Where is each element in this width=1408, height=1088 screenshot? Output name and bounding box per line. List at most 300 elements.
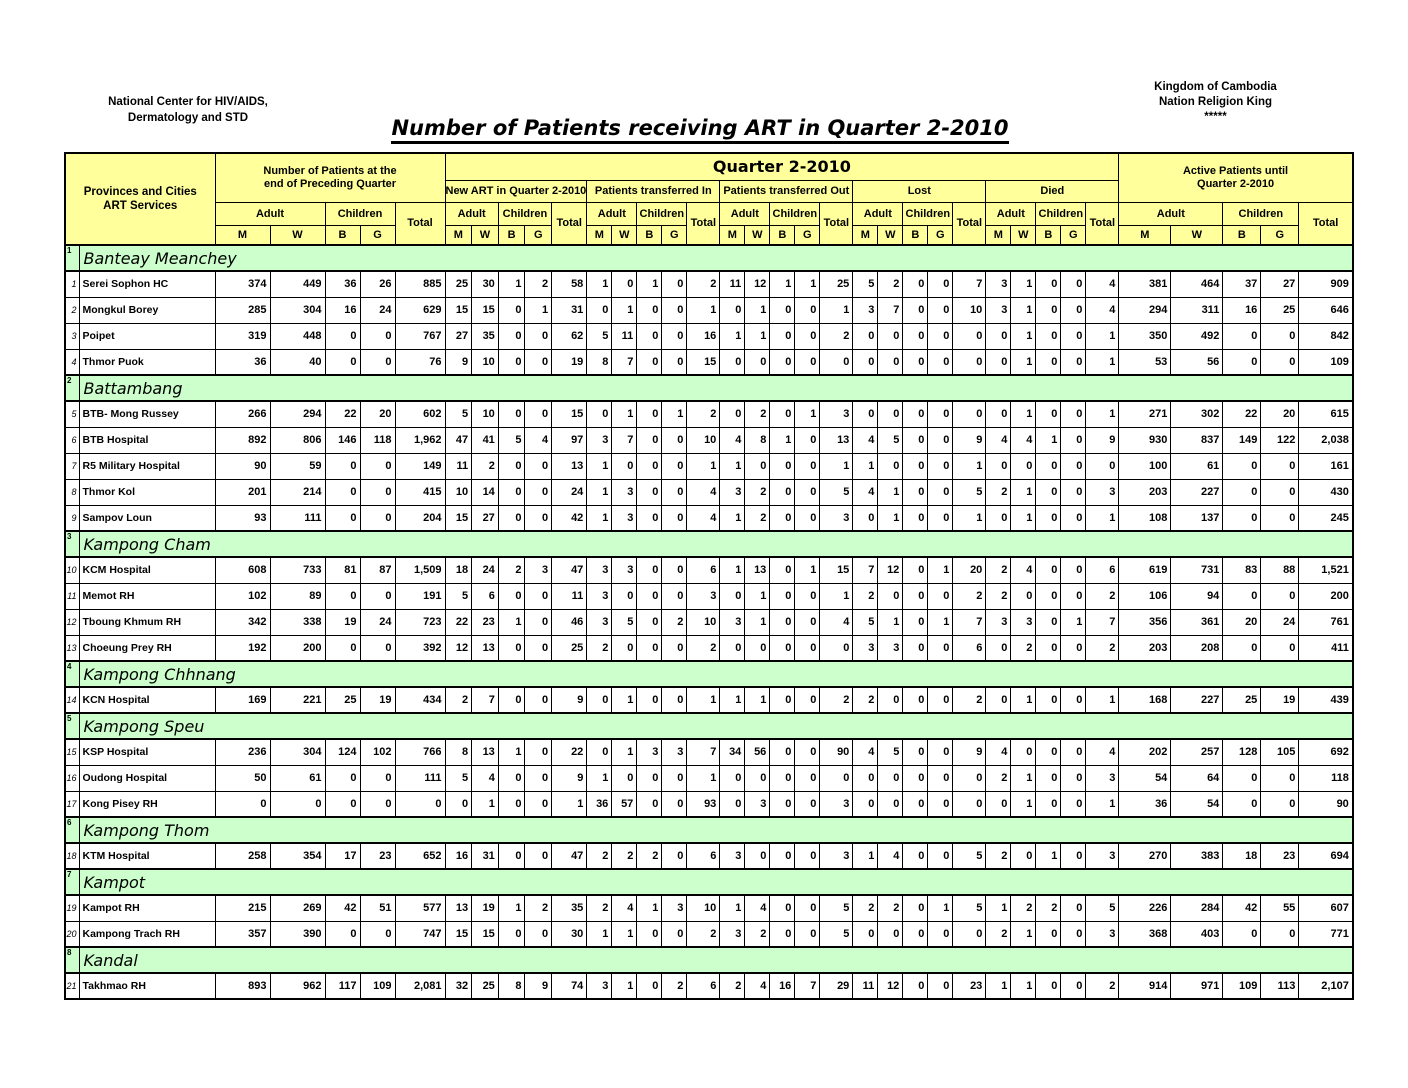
- org-right-line1: Kingdom of Cambodia: [1154, 81, 1277, 93]
- cell-active-b: 20: [1223, 609, 1261, 635]
- cell-pre-w: 40: [270, 349, 325, 375]
- cell-new_art-b: 1: [498, 739, 525, 765]
- cell-pre-g: 24: [360, 297, 395, 323]
- facility-name: Kampong Trach RH: [79, 921, 215, 947]
- subheader-b: B: [770, 225, 795, 245]
- facility-row: [65, 635, 1353, 661]
- cell-died-m: 0: [986, 635, 1011, 661]
- cell-tin-m: 1: [587, 921, 612, 947]
- cell-pre-m: 192: [215, 635, 270, 661]
- cell-new_art-b: 2: [498, 557, 525, 583]
- cell-new_art-total: 42: [552, 505, 587, 531]
- cell-active-g: 0: [1261, 765, 1299, 791]
- cell-tout-g: 0: [795, 479, 820, 505]
- cell-tin-m: 3: [587, 583, 612, 609]
- cell-new_art-w: 41: [472, 427, 499, 453]
- cell-active-m: 54: [1119, 765, 1171, 791]
- cell-tin-b: 0: [637, 349, 662, 375]
- cell-active-m: 270: [1119, 843, 1171, 869]
- cell-died-total: 2: [1086, 635, 1119, 661]
- cell-died-w: 0: [1011, 739, 1036, 765]
- cell-lost-m: 0: [853, 349, 878, 375]
- cell-tout-g: 0: [795, 635, 820, 661]
- cell-tin-m: 1: [587, 453, 612, 479]
- cell-tout-w: 0: [745, 765, 770, 791]
- facility-row: [65, 973, 1353, 999]
- cell-active-b: 0: [1223, 921, 1261, 947]
- cell-tout-b: 0: [770, 557, 795, 583]
- cell-pre-total: 766: [395, 739, 445, 765]
- cell-active-g: 0: [1261, 349, 1299, 375]
- cell-died-g: 0: [1061, 791, 1086, 817]
- cell-lost-m: 1: [853, 843, 878, 869]
- subheader-g: G: [1261, 225, 1299, 245]
- cell-lost-m: 5: [853, 271, 878, 297]
- cell-tout-g: 0: [795, 505, 820, 531]
- cell-pre-w: 89: [270, 583, 325, 609]
- cell-pre-total: 0: [395, 791, 445, 817]
- cell-active-total: 761: [1299, 609, 1353, 635]
- cell-lost-w: 0: [878, 765, 903, 791]
- cell-tout-total: 0: [820, 349, 853, 375]
- cell-pre-m: 236: [215, 739, 270, 765]
- facility-row: [65, 427, 1353, 453]
- facility-row: [65, 453, 1353, 479]
- cell-new_art-b: 0: [498, 401, 525, 427]
- art-report-table: [64, 152, 1354, 1000]
- cell-died-total: 3: [1086, 765, 1119, 791]
- cell-tout-m: 0: [720, 349, 745, 375]
- cell-tin-b: 0: [637, 401, 662, 427]
- cell-tout-w: 1: [745, 583, 770, 609]
- cell-pre-m: 50: [215, 765, 270, 791]
- cell-new_art-g: 0: [525, 739, 552, 765]
- cell-pre-m: 36: [215, 349, 270, 375]
- cell-new_art-m: 22: [445, 609, 472, 635]
- cell-active-w: 54: [1171, 791, 1223, 817]
- cell-tout-g: 0: [795, 427, 820, 453]
- cell-pre-w: 304: [270, 297, 325, 323]
- facility-name: R5 Military Hospital: [79, 453, 215, 479]
- subheader-w: W: [1011, 225, 1036, 245]
- cell-died-m: 2: [986, 557, 1011, 583]
- cell-tout-total: 1: [820, 583, 853, 609]
- province-band: [65, 817, 1353, 843]
- cell-new_art-g: 0: [525, 453, 552, 479]
- facility-index: 13: [65, 635, 79, 661]
- cell-active-w: 227: [1171, 479, 1223, 505]
- cell-died-total: 1: [1086, 505, 1119, 531]
- facility-index: 5: [65, 401, 79, 427]
- province-name: Battambang: [79, 375, 1353, 401]
- facility-row: [65, 505, 1353, 531]
- org-left-line1: National Center for HIV/AIDS,: [108, 96, 268, 108]
- subheader-children: Children: [325, 202, 395, 225]
- cell-tin-total: 1: [687, 687, 720, 713]
- cell-pre-total: 723: [395, 609, 445, 635]
- cell-died-w: 4: [1011, 427, 1036, 453]
- subheader-m: M: [587, 225, 612, 245]
- cell-new_art-b: 0: [498, 297, 525, 323]
- cell-lost-g: 1: [928, 609, 953, 635]
- cell-active-total: 109: [1299, 349, 1353, 375]
- cell-pre-total: 2,081: [395, 973, 445, 999]
- facility-index: 16: [65, 765, 79, 791]
- cell-active-total: 90: [1299, 791, 1353, 817]
- cell-lost-total: 20: [953, 557, 986, 583]
- cell-tout-b: 0: [770, 635, 795, 661]
- subheader-children: Children: [1223, 202, 1299, 225]
- cell-active-total: 118: [1299, 765, 1353, 791]
- cell-tin-b: 3: [637, 739, 662, 765]
- cell-tin-m: 3: [587, 427, 612, 453]
- cell-died-g: 0: [1061, 323, 1086, 349]
- cell-pre-total: 767: [395, 323, 445, 349]
- cell-lost-total: 1: [953, 505, 986, 531]
- cell-tout-g: 0: [795, 609, 820, 635]
- cell-tout-w: 2: [745, 401, 770, 427]
- subheader-b: B: [498, 225, 525, 245]
- cell-died-total: 7: [1086, 609, 1119, 635]
- cell-tin-total: 1: [687, 765, 720, 791]
- province-number: 1: [65, 245, 79, 271]
- cell-active-b: 128: [1223, 739, 1261, 765]
- cell-tout-m: 0: [720, 765, 745, 791]
- facility-index: 3: [65, 323, 79, 349]
- cell-pre-m: 893: [215, 973, 270, 999]
- cell-died-b: 0: [1036, 739, 1061, 765]
- cell-pre-b: 42: [325, 895, 360, 921]
- cell-pre-b: 19: [325, 609, 360, 635]
- cell-pre-w: 304: [270, 739, 325, 765]
- cell-lost-w: 0: [878, 791, 903, 817]
- cell-active-total: 1,521: [1299, 557, 1353, 583]
- cell-lost-w: 0: [878, 401, 903, 427]
- cell-pre-w: 354: [270, 843, 325, 869]
- cell-tin-g: 0: [662, 921, 687, 947]
- cell-active-w: 64: [1171, 765, 1223, 791]
- subheader-m: M: [986, 225, 1011, 245]
- cell-lost-total: 1: [953, 453, 986, 479]
- cell-tout-m: 1: [720, 505, 745, 531]
- cell-died-g: 0: [1061, 583, 1086, 609]
- cell-tout-total: 90: [820, 739, 853, 765]
- cell-active-total: 411: [1299, 635, 1353, 661]
- cell-active-total: 771: [1299, 921, 1353, 947]
- facility-index: 8: [65, 479, 79, 505]
- cell-pre-total: 652: [395, 843, 445, 869]
- cell-active-w: 837: [1171, 427, 1223, 453]
- cell-lost-b: 0: [903, 739, 928, 765]
- cell-lost-total: 7: [953, 271, 986, 297]
- cell-pre-w: 0: [270, 791, 325, 817]
- facility-name: Thmor Kol: [79, 479, 215, 505]
- cell-tin-m: 2: [587, 895, 612, 921]
- cell-pre-b: 0: [325, 765, 360, 791]
- subheader-adult: Adult: [853, 202, 903, 225]
- cell-new_art-total: 46: [552, 609, 587, 635]
- cell-lost-m: 0: [853, 505, 878, 531]
- cell-tin-m: 0: [587, 297, 612, 323]
- cell-died-b: 0: [1036, 505, 1061, 531]
- cell-tout-m: 34: [720, 739, 745, 765]
- cell-died-g: 0: [1061, 843, 1086, 869]
- cell-died-m: 3: [986, 297, 1011, 323]
- cell-new_art-total: 24: [552, 479, 587, 505]
- cell-tin-b: 0: [637, 427, 662, 453]
- cell-pre-w: 733: [270, 557, 325, 583]
- province-band: [65, 869, 1353, 895]
- cell-died-b: 2: [1036, 895, 1061, 921]
- cell-lost-w: 5: [878, 739, 903, 765]
- cell-tout-total: 5: [820, 895, 853, 921]
- facility-name: KCN Hospital: [79, 687, 215, 713]
- cell-new_art-w: 27: [472, 505, 499, 531]
- cell-lost-b: 0: [903, 427, 928, 453]
- cell-tout-m: 1: [720, 557, 745, 583]
- facility-row: [65, 609, 1353, 635]
- cell-new_art-g: 0: [525, 323, 552, 349]
- cell-tin-g: 0: [662, 791, 687, 817]
- cell-died-m: 0: [986, 453, 1011, 479]
- cell-lost-w: 5: [878, 427, 903, 453]
- cell-pre-b: 25: [325, 687, 360, 713]
- subheader-g: G: [525, 225, 552, 245]
- facility-name: Poipet: [79, 323, 215, 349]
- cell-pre-m: 169: [215, 687, 270, 713]
- facility-row: [65, 401, 1353, 427]
- cell-tout-g: 0: [795, 895, 820, 921]
- cell-new_art-total: 13: [552, 453, 587, 479]
- subheader-children: Children: [903, 202, 953, 225]
- cell-lost-w: 0: [878, 349, 903, 375]
- cell-tin-w: 2: [612, 843, 637, 869]
- cell-tout-b: 0: [770, 843, 795, 869]
- cell-tout-g: 0: [795, 739, 820, 765]
- cell-pre-m: 93: [215, 505, 270, 531]
- cell-tin-total: 4: [687, 479, 720, 505]
- cell-died-total: 6: [1086, 557, 1119, 583]
- cell-pre-m: 319: [215, 323, 270, 349]
- cell-tin-m: 2: [587, 843, 612, 869]
- cell-pre-b: 117: [325, 973, 360, 999]
- cell-lost-m: 2: [853, 895, 878, 921]
- cell-tout-g: 0: [795, 921, 820, 947]
- subheader-g: G: [662, 225, 687, 245]
- cell-new_art-m: 9: [445, 349, 472, 375]
- cell-new_art-b: 1: [498, 609, 525, 635]
- cell-new_art-m: 2: [445, 687, 472, 713]
- cell-lost-m: 4: [853, 739, 878, 765]
- subheader-adult: Adult: [1119, 202, 1223, 225]
- cell-pre-w: 61: [270, 765, 325, 791]
- cell-died-b: 0: [1036, 583, 1061, 609]
- cell-new_art-m: 5: [445, 583, 472, 609]
- cell-lost-w: 0: [878, 323, 903, 349]
- cell-lost-g: 0: [928, 271, 953, 297]
- cell-active-g: 0: [1261, 921, 1299, 947]
- cell-tout-g: 0: [795, 349, 820, 375]
- cell-new_art-w: 7: [472, 687, 499, 713]
- cell-lost-b: 0: [903, 505, 928, 531]
- cell-died-g: 0: [1061, 401, 1086, 427]
- facility-row: [65, 895, 1353, 921]
- col-header-preceding: Number of Patients at the end of Preceding Quarter: [215, 153, 445, 202]
- cell-died-m: 0: [986, 687, 1011, 713]
- cell-active-g: 0: [1261, 791, 1299, 817]
- cell-tin-b: 0: [637, 297, 662, 323]
- cell-tin-b: 0: [637, 921, 662, 947]
- subheader-b: B: [637, 225, 662, 245]
- cell-tout-b: 0: [770, 453, 795, 479]
- cell-pre-g: 0: [360, 635, 395, 661]
- cell-died-total: 4: [1086, 297, 1119, 323]
- facility-name: KTM Hospital: [79, 843, 215, 869]
- cell-tin-m: 2: [587, 635, 612, 661]
- cell-new_art-w: 15: [472, 297, 499, 323]
- facility-index: 19: [65, 895, 79, 921]
- cell-tin-w: 7: [612, 349, 637, 375]
- cell-pre-m: 0: [215, 791, 270, 817]
- cell-new_art-total: 15: [552, 401, 587, 427]
- cell-active-m: 350: [1119, 323, 1171, 349]
- subheader-m: M: [720, 225, 745, 245]
- cell-died-g: 0: [1061, 349, 1086, 375]
- cell-died-w: 1: [1011, 973, 1036, 999]
- cell-died-total: 1: [1086, 791, 1119, 817]
- cell-tin-w: 1: [612, 297, 637, 323]
- cell-tout-g: 0: [795, 297, 820, 323]
- cell-active-g: 0: [1261, 505, 1299, 531]
- cell-tin-w: 57: [612, 791, 637, 817]
- cell-lost-g: 0: [928, 739, 953, 765]
- cell-pre-g: 0: [360, 765, 395, 791]
- facility-row: [65, 843, 1353, 869]
- cell-tin-g: 0: [662, 271, 687, 297]
- cell-tin-b: 0: [637, 791, 662, 817]
- cell-pre-g: 0: [360, 349, 395, 375]
- province-number: 6: [65, 817, 79, 843]
- facility-index: 9: [65, 505, 79, 531]
- cell-pre-b: 16: [325, 297, 360, 323]
- cell-tout-b: 0: [770, 609, 795, 635]
- cell-tout-total: 15: [820, 557, 853, 583]
- cell-tin-total: 2: [687, 271, 720, 297]
- facility-name: Oudong Hospital: [79, 765, 215, 791]
- cell-tin-g: 0: [662, 505, 687, 531]
- cell-died-b: 0: [1036, 323, 1061, 349]
- col-header-active: Active Patients until Quarter 2-2010: [1119, 153, 1353, 202]
- subheader-w: W: [878, 225, 903, 245]
- cell-tout-total: 0: [820, 635, 853, 661]
- facility-row: [65, 557, 1353, 583]
- cell-new_art-b: 0: [498, 921, 525, 947]
- cell-tout-total: 5: [820, 921, 853, 947]
- cell-new_art-b: 5: [498, 427, 525, 453]
- cell-tout-m: 3: [720, 921, 745, 947]
- facility-name: Mongkul Borey: [79, 297, 215, 323]
- subheader-b: B: [1223, 225, 1261, 245]
- cell-died-w: 4: [1011, 557, 1036, 583]
- cell-tout-g: 0: [795, 687, 820, 713]
- cell-died-g: 0: [1061, 921, 1086, 947]
- cell-lost-g: 0: [928, 427, 953, 453]
- cell-tin-m: 8: [587, 349, 612, 375]
- col-header-transferred-out: Patients transferred Out: [720, 180, 853, 202]
- cell-died-b: 0: [1036, 791, 1061, 817]
- cell-died-total: 3: [1086, 843, 1119, 869]
- subheader-b: B: [903, 225, 928, 245]
- cell-tout-g: 0: [795, 843, 820, 869]
- facility-name: Serei Sophon HC: [79, 271, 215, 297]
- cell-active-b: 16: [1223, 297, 1261, 323]
- cell-active-m: 368: [1119, 921, 1171, 947]
- cell-new_art-b: 0: [498, 479, 525, 505]
- cell-tout-total: 2: [820, 687, 853, 713]
- cell-active-w: 311: [1171, 297, 1223, 323]
- cell-pre-m: 285: [215, 297, 270, 323]
- cell-lost-total: 5: [953, 479, 986, 505]
- cell-tout-g: 0: [795, 791, 820, 817]
- cell-active-w: 56: [1171, 349, 1223, 375]
- cell-died-b: 0: [1036, 453, 1061, 479]
- cell-tin-w: 5: [612, 609, 637, 635]
- cell-new_art-total: 74: [552, 973, 587, 999]
- cell-active-b: 0: [1223, 635, 1261, 661]
- facility-name: Kampot RH: [79, 895, 215, 921]
- facility-row: [65, 791, 1353, 817]
- cell-active-b: 25: [1223, 687, 1261, 713]
- cell-active-g: 0: [1261, 479, 1299, 505]
- cell-tout-total: 4: [820, 609, 853, 635]
- cell-pre-m: 201: [215, 479, 270, 505]
- facility-index: 1: [65, 271, 79, 297]
- cell-new_art-w: 24: [472, 557, 499, 583]
- cell-new_art-total: 35: [552, 895, 587, 921]
- cell-died-b: 0: [1036, 479, 1061, 505]
- cell-tout-w: 4: [745, 895, 770, 921]
- cell-died-w: 0: [1011, 453, 1036, 479]
- cell-died-total: 4: [1086, 739, 1119, 765]
- cell-active-m: 106: [1119, 583, 1171, 609]
- cell-tout-w: 1: [745, 687, 770, 713]
- cell-tout-total: 13: [820, 427, 853, 453]
- cell-tout-w: 4: [745, 973, 770, 999]
- cell-active-total: 692: [1299, 739, 1353, 765]
- cell-lost-total: 7: [953, 609, 986, 635]
- cell-pre-g: 0: [360, 453, 395, 479]
- cell-tout-b: 0: [770, 297, 795, 323]
- cell-tout-m: 4: [720, 427, 745, 453]
- cell-lost-g: 0: [928, 765, 953, 791]
- subheader-m: M: [215, 225, 270, 245]
- cell-new_art-m: 5: [445, 401, 472, 427]
- cell-tout-w: 0: [745, 635, 770, 661]
- cell-tin-w: 7: [612, 427, 637, 453]
- cell-lost-b: 0: [903, 609, 928, 635]
- cell-tout-m: 2: [720, 973, 745, 999]
- cell-died-w: 1: [1011, 297, 1036, 323]
- cell-new_art-m: 0: [445, 791, 472, 817]
- cell-tout-g: 7: [795, 973, 820, 999]
- cell-pre-b: 17: [325, 843, 360, 869]
- cell-new_art-g: 0: [525, 505, 552, 531]
- cell-died-w: 0: [1011, 843, 1036, 869]
- cell-new_art-b: 0: [498, 687, 525, 713]
- col-header-lost: Lost: [853, 180, 986, 202]
- facility-row: [65, 479, 1353, 505]
- cell-new_art-m: 27: [445, 323, 472, 349]
